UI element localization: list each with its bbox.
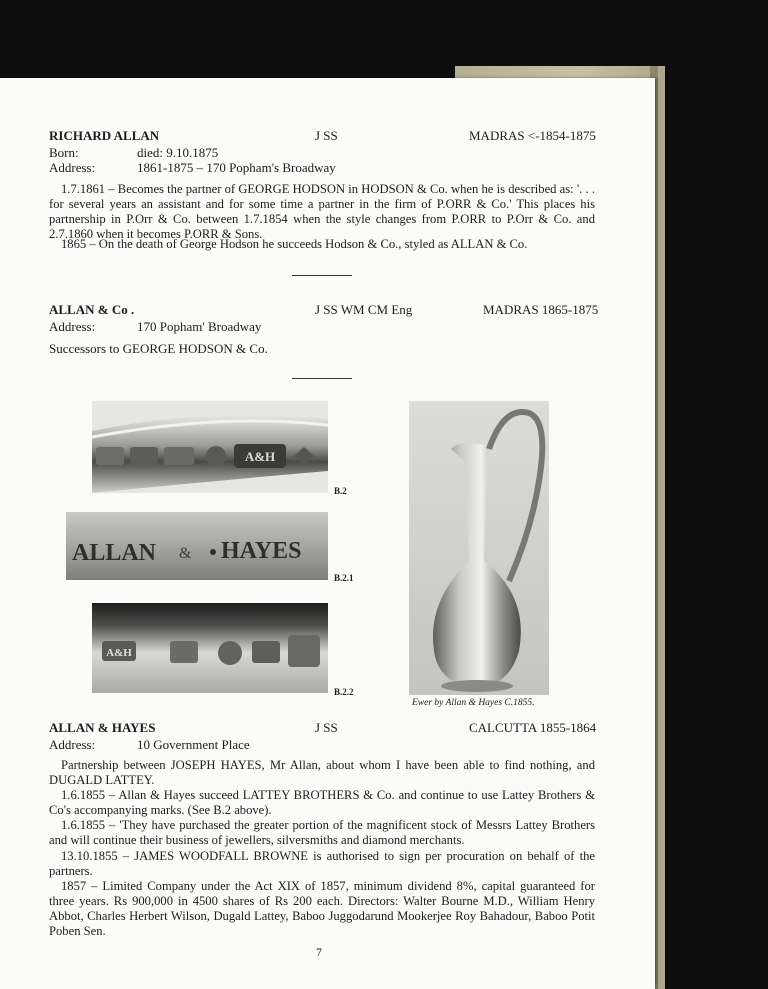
entry1-address-label: Address: (49, 160, 96, 175)
entry1-paragraph: 1865 – On the death of George Hodson he succeeds Hodson & Co., styled as ALLAN & Co. (61, 237, 528, 251)
entry3-name: ALLAN & HAYES (49, 720, 156, 735)
entry3-place: CALCUTTA 1855-1864 (469, 720, 597, 735)
entry1-paragraph: 1.7.1861 – Becomes the partner of GEORGE HODSON in HODSON & Co. when he is described as: '. . . for several years an assistant and for some time a partner in the firm of P.ORR & Co.' This places his partnership in P.Orr & Co. between 1.7.1854 when the style changes from P.ORR to P.Orr & Co. and 2.7.1860 when it becomes P.ORR & Sons. (49, 182, 595, 241)
section-divider (292, 275, 352, 276)
entry2-address-label: Address: (49, 319, 96, 334)
entry3-address-value: 10 Government Place (137, 737, 250, 752)
ewer-caption: Ewer by Allan & Hayes C.1855. (412, 698, 535, 708)
b21-stamp-right: HAYES (221, 538, 302, 564)
entry3-paragraph: 1.6.1855 – Allan & Hayes succeed LATTEY BROTHERS & Co. and continue to use Lattey Brothers & Co's accompanying marks. (See B.2 above). (49, 788, 595, 817)
hallmark-photo-b21 (66, 512, 328, 580)
hallmark-photo-b21-image (66, 512, 328, 580)
entry3-paragraph: 1857 – Limited Company under the Act XIX of 1857, minimum dividend 8%, capital guaranteed for three years. Rs 900,000 in 4500 shares of Rs 200 each. Directors: Walter Bourne M.D., William Henry Abbot, Charles Herbert Wilson, Dugald Lattey, Baboo Juggodarund Mookerjee Roy Bahadour, Baboo Potit Poben Sen. (49, 879, 595, 938)
figure-label-b21: B.2.1 (334, 573, 354, 583)
hallmark-photo-b22-image (92, 603, 328, 693)
entry1-address-value: 1861-1875 – 170 Popham's Broadway (137, 160, 336, 175)
entry1-place: MADRAS <-1854-1875 (469, 128, 596, 143)
entry3-address-label: Address: (49, 737, 96, 752)
ewer-photo (409, 401, 549, 695)
entry3-marks: J SS (315, 720, 338, 735)
entry3-paragraph: 13.10.1855 – JAMES WOODFALL BROWNE is authorised to sign per procuration on behalf of the partners. (49, 849, 595, 878)
entry2-name: ALLAN & Co . (49, 302, 135, 317)
entry2-address-value: 170 Popham' Broadway (137, 319, 262, 334)
entry1-marks: J SS (315, 128, 338, 143)
ewer-photo-image (409, 401, 549, 695)
figure-label-b22: B.2.2 (334, 687, 354, 697)
b22-stamp-text: A&H (106, 647, 132, 659)
entry2-place: MADRAS 1865-1875 (483, 302, 599, 317)
entry1-name: RICHARD ALLAN (49, 128, 160, 143)
entry1-born-value: died: 9.10.1875 (137, 145, 219, 160)
entry3-paragraph: 1.6.1855 – 'They have purchased the greater portion of the magnificent stock of Messrs Lattey Brothers and will continue their business of jewellers, silversmiths and diamond merchants. (49, 818, 595, 847)
b2-stamp-text: A&H (244, 449, 276, 464)
entry3-paragraph: Partnership between JOSEPH HAYES, Mr Allan, about whom I have been able to find nothing, and DUGALD LATTEY. (49, 758, 595, 787)
figure-label-b2: B.2 (334, 486, 347, 496)
entry1-born-label: Born: (49, 145, 79, 160)
b21-stamp-amp: & (179, 545, 192, 562)
hallmark-photo-b22 (92, 603, 328, 693)
entry2-note: Successors to GEORGE HODSON & Co. (49, 341, 268, 356)
hallmark-photo-b2 (92, 401, 328, 493)
page-number: 7 (316, 945, 322, 959)
entry2-marks: J SS WM CM Eng (315, 302, 413, 317)
hallmark-photo-b2-image (92, 401, 328, 493)
section-divider (292, 378, 352, 379)
b21-stamp-left: ALLAN (72, 540, 157, 566)
